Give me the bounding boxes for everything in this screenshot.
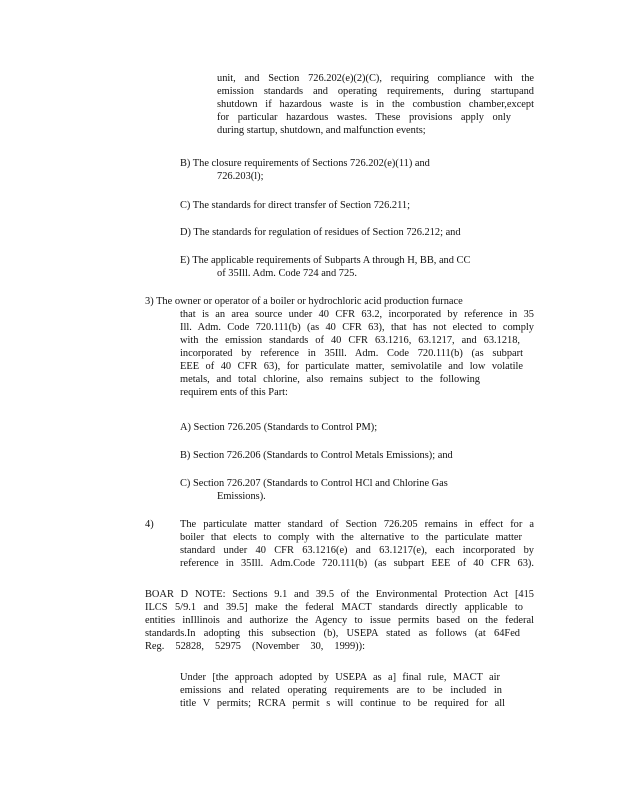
- para4-number: 4): [145, 519, 154, 530]
- text-line: BOAR D NOTE: Sections 9.1 and 39.5 of the Environmental Protection Act [415: [145, 589, 534, 600]
- text-line: entities inIllinois and authorize the Agency to issue permits based on the federal: [145, 615, 534, 626]
- para4-body: [180, 518, 534, 570]
- subitem-c-line-2: Emissions).: [217, 491, 266, 502]
- text-line: incorporated by reference in 35Ill. Adm. Code 720.111(b) (as subpart: [180, 348, 523, 359]
- item-d: D) The standards for regulation of residues of Section 726.212; and: [180, 227, 461, 238]
- item-e-line-1: E) The applicable requirements of Subparts A through H, BB, and CC: [180, 255, 471, 266]
- text-line: Under [the approach adopted by USEPA as a] final rule, MACT air: [180, 672, 500, 683]
- text-line: standard under 40 CFR 63.1216(e) and 63.1217(e), each incorporated by: [180, 545, 534, 556]
- text-line: unit, and Section 726.202(e)(2)(C), requiring compliance with the: [217, 73, 534, 84]
- text-line: ILCS 5/9.1 and 39.5] make the federal MACT standards directly applicable to: [145, 602, 523, 613]
- text-line: Ill. Adm. Code 720.111(b) (as 40 CFR 63), that has not elected to comply: [180, 322, 534, 333]
- item-e-line-2: of 35Ill. Adm. Code 724 and 725.: [217, 268, 357, 279]
- para3-body: [180, 308, 534, 399]
- text-line: EEE of 40 CFR 63), for particulate matter, semivolatile and low volatile: [180, 361, 523, 372]
- continuation-block: [217, 72, 534, 137]
- subitem-a: A) Section 726.205 (Standards to Control PM);: [180, 422, 378, 433]
- text-line: requirem ents of this Part:: [180, 387, 288, 398]
- text-line: standards.In adopting this subsection (b), USEPA stated as follows (at 64Fed: [145, 628, 520, 639]
- text-line: metals, and total chlorine, also remains subject to the following: [180, 374, 480, 385]
- text-line: Reg. 52828, 52975 (November 30, 1999)):: [145, 641, 365, 652]
- text-line: for particular hazardous wastes. These provisions apply only: [217, 112, 511, 123]
- text-line: emissions and related operating requirements are to be included in: [180, 685, 502, 696]
- text-line: during startup, shutdown, and malfunction events;: [217, 125, 426, 136]
- item-b-line-1: B) The closure requirements of Sections 726.202(e)(11) and: [180, 158, 430, 169]
- board-note: [145, 588, 534, 653]
- quote-block: [180, 671, 505, 710]
- text-line: boiler that elects to comply with the alternative to the particulate matter: [180, 532, 522, 543]
- text-line: title V permits; RCRA permit s will continue to be required for all: [180, 698, 505, 709]
- para3-line-1: 3) The owner or operator of a boiler or hydrochloric acid production furnace: [145, 296, 463, 307]
- item-c: C) The standards for direct transfer of Section 726.211;: [180, 200, 410, 211]
- text-line: with the emission standards of 40 CFR 63.1216, 63.1217, and 63.1218,: [180, 335, 520, 346]
- text-line: that is an area source under 40 CFR 63.2, incorporated by reference in 35: [180, 309, 534, 320]
- subitem-c-line-1: C) Section 726.207 (Standards to Control HCl and Chlorine Gas: [180, 478, 448, 489]
- text-line: The particulate matter standard of Section 726.205 remains in effect for a: [180, 519, 534, 530]
- text-line: shutdown if hazardous waste is in the combustion chamber,except: [217, 99, 534, 110]
- subitem-b: B) Section 726.206 (Standards to Control Metals Emissions); and: [180, 450, 453, 461]
- text-line: reference in 35Ill. Adm.Code 720.111(b) (as subpart EEE of 40 CFR 63).: [180, 558, 534, 569]
- item-b-line-2: 726.203(l);: [217, 171, 264, 182]
- text-line: emission standards and operating requirements, during startupand: [217, 86, 534, 97]
